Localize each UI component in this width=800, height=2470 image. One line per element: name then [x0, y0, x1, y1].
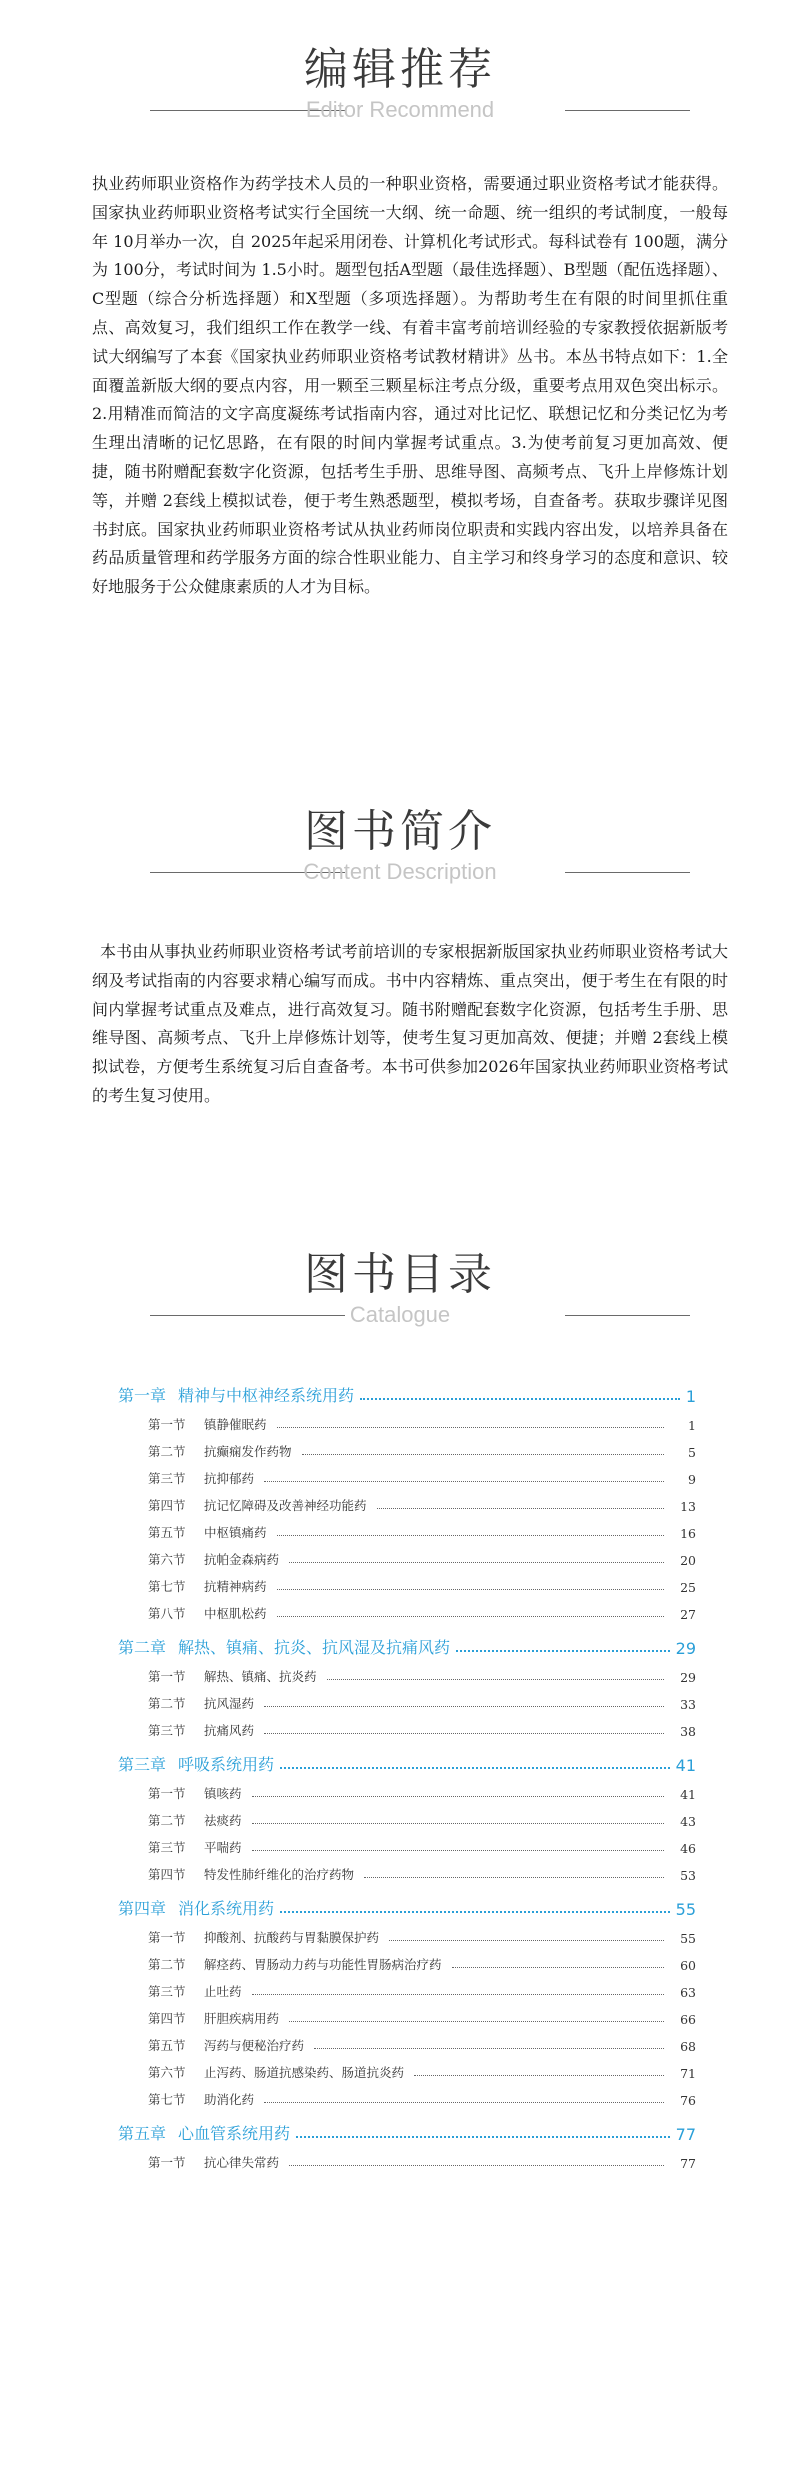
section-entry — [118, 2000, 696, 2027]
section-label: 第二节 — [148, 1696, 186, 1711]
section-title: 祛痰药 — [204, 1813, 242, 1828]
section-title: 抗精神病药 — [204, 1579, 267, 1594]
section-label: 第三节 — [148, 1471, 186, 1486]
section-entry — [118, 1829, 696, 1856]
dot-leader — [252, 1994, 664, 1995]
section-label: 第二节 — [148, 1813, 186, 1828]
dot-leader — [296, 2136, 670, 2138]
section-page: 29 — [680, 1670, 696, 1685]
section-page: 5 — [688, 1445, 696, 1460]
chapter-entry — [118, 1889, 696, 1919]
recommend-paragraph: 执业药师职业资格作为药学技术人员的一种职业资格，需要通过职业资格考试才能获得。国家执业药师职业资格考试实行全国统一大纲、统一命题、统一组织的考试制度，一般每年 10月举办一次，自 2025年起采用闭卷、计算机化考试形式。每科试卷有 100题，满分为 100分，考试时间为 1.5小时。题型包括A型题（最佳选择题）、B型题（配伍选择题）、C型题（综合分析选择题）和X型题（多项选择题）。为帮助考生在有限的时间里抓住重点、高效复习，我们组织工作在教学一线、有着丰富考前培训经验的专家教授依据新版考试大纲编写了本套《国家执业药师职业资格考试教材精讲》丛书。本丛书特点如下：1.全面覆盖新版大纲的要点内容，用一颗至三颗星标注考点分级，重要考点用双色突出标示。2.用精准而简洁的文字高度凝练考试指南内容，通过对比记忆、联想记忆和分类记忆为考生理出清晰的记忆思路，在有限的时间内掌握考试重点。3.为使考前复习更加高效、便捷，随书附赠配套数字化资源，包括考生手册、思维导图、高频考点、飞升上岸修炼计划等，并赠 2套线上模拟试卷，便于考生熟悉题型，模拟考场，自查备考。获取步骤详见图书封底。国家执业药师职业资格考试从执业药师岗位职责和实践内容出发，以培养具备在药品质量管理和药学服务方面的综合性职业能力、自主学习和终身学习的态度和意识、较好地服务于公众健康素质的人才为目标。 — [92, 174, 728, 597]
section-entry — [118, 1712, 696, 1739]
chapter-entry — [118, 1376, 696, 1406]
section-title: 抗痛风药 — [204, 1723, 255, 1738]
section-entry — [118, 1919, 696, 1946]
dot-leader — [289, 1562, 664, 1563]
section-label: 第七节 — [148, 2092, 186, 2107]
chapter-page: 55 — [675, 1900, 696, 1919]
catalogue-subtitle: Catalogue — [349, 1302, 451, 1327]
dot-leader — [364, 1877, 664, 1878]
dot-leader — [389, 1940, 664, 1941]
section-title: 抗心律失常药 — [204, 2155, 280, 2170]
chapter-title: 解热、镇痛、抗炎、抗风湿及抗痛风药 — [178, 1638, 451, 1657]
chapter-entry — [118, 1745, 696, 1775]
section-page: 16 — [680, 1526, 696, 1541]
section-page: 33 — [680, 1697, 696, 1712]
section-page: 43 — [680, 1814, 696, 1829]
dot-leader — [327, 1679, 664, 1680]
section-title: 抗风湿药 — [204, 1696, 255, 1711]
section-entry — [118, 1802, 696, 1829]
section-entry — [118, 2081, 696, 2108]
dot-leader — [277, 1616, 664, 1617]
chapter-title: 心血管系统用药 — [178, 2124, 291, 2143]
section-entry — [118, 1406, 696, 1433]
chapter-label: 第一章 — [118, 1386, 167, 1405]
section-label: 第二节 — [148, 1957, 186, 1972]
intro-subtitle: Content Description — [303, 859, 497, 884]
chapter-group — [118, 1745, 696, 1883]
section-label: 第三节 — [148, 1984, 186, 1999]
dot-leader — [289, 2021, 664, 2022]
section-page: 63 — [680, 1985, 696, 2000]
section-page: 38 — [680, 1724, 696, 1739]
section-entry — [118, 1595, 696, 1622]
section-label: 第四节 — [148, 1498, 186, 1513]
section-label: 第一节 — [148, 1417, 186, 1432]
section-label: 第五节 — [148, 2038, 186, 2053]
section-page: 71 — [680, 2066, 696, 2081]
section-page: 13 — [680, 1499, 696, 1514]
chapter-group — [118, 1376, 696, 1622]
section-entry — [118, 1946, 696, 1973]
chapter-title: 消化系统用药 — [178, 1899, 275, 1918]
dot-leader — [452, 1967, 664, 1968]
section-page: 20 — [680, 1553, 696, 1568]
section-page: 1 — [688, 1418, 696, 1433]
intro-header — [0, 802, 800, 892]
dot-leader — [277, 1427, 664, 1428]
dot-leader — [360, 1398, 680, 1400]
section-page: 25 — [680, 1580, 696, 1595]
section-title: 抗抑郁药 — [204, 1471, 255, 1486]
catalogue-title: 图书目录 — [304, 1249, 496, 1300]
dot-leader — [252, 1850, 664, 1851]
dot-leader — [252, 1796, 664, 1797]
section-page: 68 — [680, 2039, 696, 2054]
section-page: 53 — [680, 1868, 696, 1883]
dot-leader — [264, 1733, 664, 1734]
section-title: 特发性肺纤维化的治疗药物 — [204, 1867, 355, 1882]
section-title: 中枢镇痛药 — [204, 1525, 267, 1540]
chapter-entry — [118, 2114, 696, 2144]
chapter-entry — [118, 1628, 696, 1658]
section-title: 泻药与便秘治疗药 — [204, 2038, 305, 2053]
section-title: 抗记忆障碍及改善神经功能药 — [204, 1498, 367, 1513]
section-page: 76 — [680, 2093, 696, 2108]
table-of-contents — [118, 1376, 696, 2177]
chapter-group — [118, 2114, 696, 2171]
dot-leader — [280, 1767, 670, 1769]
section-page: 41 — [680, 1787, 696, 1802]
section-label: 第七节 — [148, 1579, 186, 1594]
chapter-group — [118, 1889, 696, 2108]
section-title: 镇静催眠药 — [204, 1417, 267, 1432]
section-label: 第二节 — [148, 1444, 186, 1459]
section-entry — [118, 1775, 696, 1802]
section-title: 助消化药 — [204, 2092, 255, 2107]
section-entry — [118, 1568, 696, 1595]
catalogue-header — [0, 1245, 800, 1335]
section-title: 解痉药、胃肠动力药与功能性胃肠病治疗药 — [204, 1957, 442, 1972]
section-entry — [118, 1973, 696, 2000]
dot-leader — [289, 2165, 664, 2166]
dot-leader — [277, 1535, 664, 1536]
section-entry — [118, 1856, 696, 1883]
dot-leader — [264, 2102, 664, 2103]
chapter-title: 精神与中枢神经系统用药 — [178, 1386, 355, 1405]
chapter-label: 第五章 — [118, 2124, 167, 2143]
section-entry — [118, 1487, 696, 1514]
section-title: 抗癫痫发作药物 — [204, 1444, 292, 1459]
section-title: 解热、镇痛、抗炎药 — [204, 1669, 317, 1684]
section-page: 46 — [680, 1841, 696, 1856]
section-label: 第四节 — [148, 1867, 186, 1882]
section-label: 第一节 — [148, 1669, 186, 1684]
section-title: 镇咳药 — [204, 1786, 242, 1801]
section-title: 抗帕金森病药 — [204, 1552, 280, 1567]
chapter-page: 1 — [685, 1387, 696, 1406]
dot-leader — [456, 1650, 670, 1652]
intro-paragraph: 本书由从事执业药师职业资格考试考前培训的专家根据新版国家执业药师职业资格考试大纲及考试指南的内容要求精心编写而成。书中内容精炼、重点突出，便于考生在有限的时间内掌握考试重点及难点，进行高效复习。随书附赠配套数字化资源，包括考生手册、思维导图、高频考点、飞升上岸修炼计划等，使考生复习更加高效、便捷；并赠 2套线上模拟试卷，方便考生系统复习后自查备考。本书可供参加2026年国家执业药师职业资格考试的考生复习使用。 — [92, 942, 728, 1105]
section-entry — [118, 1685, 696, 1712]
chapter-label: 第二章 — [118, 1638, 167, 1657]
section-title: 止吐药 — [204, 1984, 242, 1999]
section-title: 肝胆疾病用药 — [204, 2011, 280, 2026]
section-entry — [118, 1514, 696, 1541]
section-page: 55 — [680, 1931, 696, 1946]
section-entry — [118, 2144, 696, 2171]
section-page: 77 — [680, 2156, 696, 2171]
dot-leader — [252, 1823, 664, 1824]
recommend-subtitle: Editor Recommend — [305, 97, 495, 122]
recommend-header — [0, 40, 800, 130]
dot-leader — [277, 1589, 664, 1590]
section-label: 第六节 — [148, 1552, 186, 1567]
section-label: 第一节 — [148, 1930, 186, 1945]
dot-leader — [302, 1454, 664, 1455]
chapter-label: 第四章 — [118, 1899, 167, 1918]
section-title: 抑酸剂、抗酸药与胃黏膜保护药 — [204, 1930, 380, 1945]
section-page: 66 — [680, 2012, 696, 2027]
chapter-page: 41 — [675, 1756, 696, 1775]
section-label: 第五节 — [148, 1525, 186, 1540]
section-page: 27 — [680, 1607, 696, 1622]
section-entry — [118, 1433, 696, 1460]
section-label: 第一节 — [148, 2155, 186, 2170]
chapter-page: 29 — [675, 1639, 696, 1658]
section-page: 60 — [680, 1958, 696, 1973]
section-label: 第八节 — [148, 1606, 186, 1621]
section-label: 第三节 — [148, 1840, 186, 1855]
section-entry — [118, 1460, 696, 1487]
section-title: 止泻药、肠道抗感染药、肠道抗炎药 — [204, 2065, 405, 2080]
dot-leader — [264, 1706, 664, 1707]
dot-leader — [314, 2048, 664, 2049]
section-label: 第三节 — [148, 1723, 186, 1738]
section-label: 第四节 — [148, 2011, 186, 2026]
section-page: 9 — [688, 1472, 696, 1487]
section-entry — [118, 1541, 696, 1568]
dot-leader — [377, 1508, 664, 1509]
dot-leader — [280, 1911, 670, 1913]
chapter-page: 77 — [675, 2125, 696, 2144]
chapter-title: 呼吸系统用药 — [178, 1755, 275, 1774]
dot-leader — [264, 1481, 664, 1482]
section-entry — [118, 1658, 696, 1685]
section-title: 中枢肌松药 — [204, 1606, 267, 1621]
section-title: 平喘药 — [204, 1840, 242, 1855]
section-label: 第一节 — [148, 1786, 186, 1801]
section-label: 第六节 — [148, 2065, 186, 2080]
section-entry — [118, 2054, 696, 2081]
chapter-group — [118, 1628, 696, 1739]
chapter-label: 第三章 — [118, 1755, 167, 1774]
intro-title: 图书简介 — [304, 806, 496, 857]
dot-leader — [414, 2075, 664, 2076]
section-entry — [118, 2027, 696, 2054]
recommend-title: 编辑推荐 — [304, 44, 496, 95]
